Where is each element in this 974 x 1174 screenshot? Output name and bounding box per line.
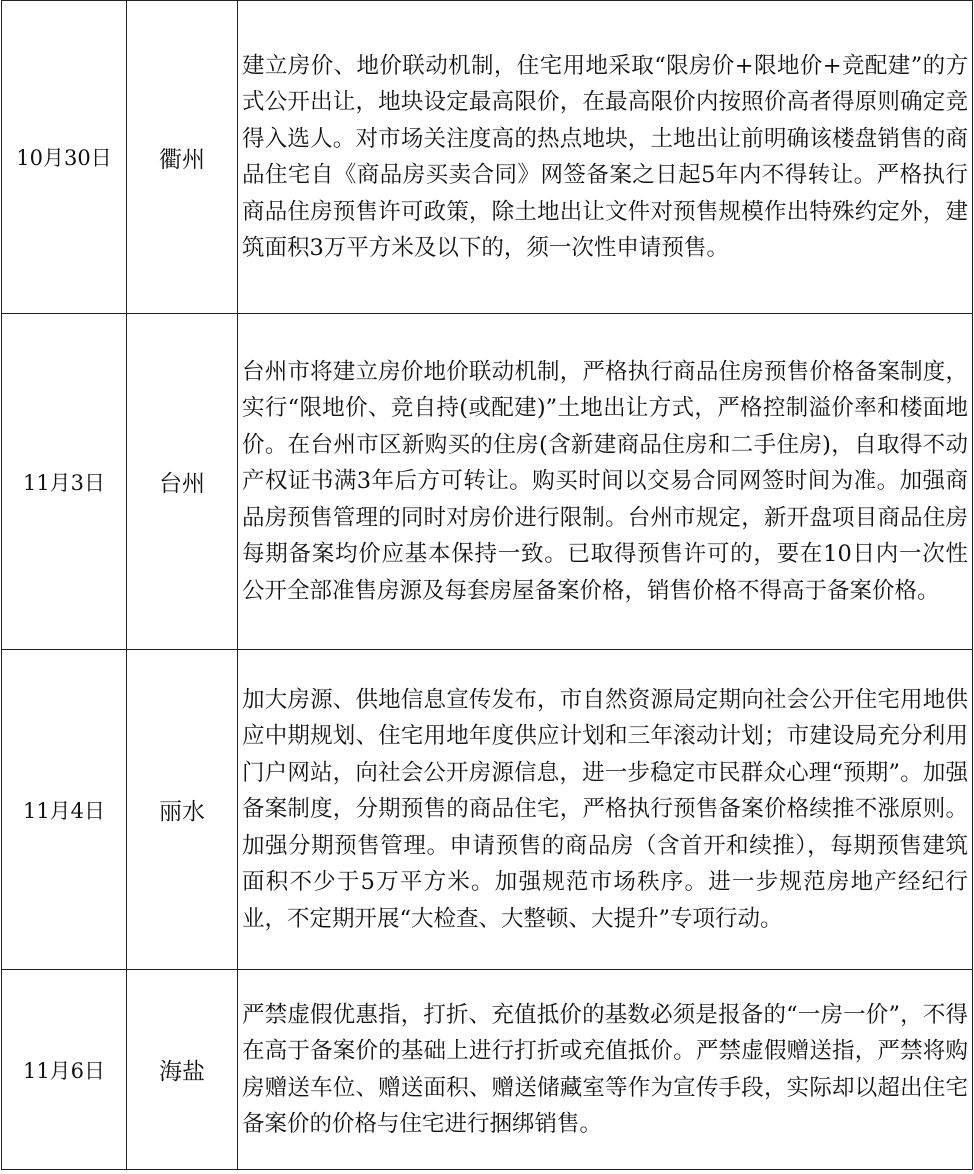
- table-row: [2, 650, 973, 970]
- policy-description: 台州市将建立房价地价联动机制，严格执行商品住房预售价格备案制度，实行“限地价、竞自持(或配建)”土地出让方式，严格控制溢价率和楼面地价。在台州市区新购买的住房(含新建商品住房和二手住房)，自取得不动产权证书满3年后方可转让。购买时间以交易合同网签时间为准。加强商品房预售管理的同时对房价进行限制。台州市规定，新开盘项目商品住房每期备案均价应基本保持一致。已取得预售许可的，要在10日内一次性公开全部准售房源及每套房屋备案价格，销售价格不得高于备案价格。: [238, 314, 973, 650]
- date-cell: 11月3日: [2, 314, 127, 650]
- policy-table: [1, 0, 973, 1170]
- city-cell: 丽水: [127, 650, 238, 970]
- table-row: [2, 970, 973, 1170]
- policy-description: 建立房价、地价联动机制，住宅用地采取“限房价+限地价+竞配建”的方式公开出让，地块设定最高限价，在最高限价内按照价高者得原则确定竞得入选人。对市场关注度高的热点地块，土地出让前明确该楼盘销售的商品住宅自《商品房买卖合同》网签备案之日起5年内不得转让。严格执行商品住房预售许可政策，除土地出让文件对预售规模作出特殊约定外，建筑面积3万平方米及以下的，须一次性申请预售。: [238, 1, 973, 314]
- city-cell: 海盐: [127, 970, 238, 1170]
- table-row: [2, 1, 973, 314]
- table-row: [2, 314, 973, 650]
- city-cell: 衢州: [127, 1, 238, 314]
- policy-description: 加大房源、供地信息宣传发布，市自然资源局定期向社会公开住宅用地供应中期规划、住宅用地年度供应计划和三年滚动计划；市建设局充分利用门户网站，向社会公开房源信息，进一步稳定市民群众心理“预期”。加强备案制度，分期预售的商品住宅，严格执行预售备案价格续推不涨原则。加强分期预售管理。申请预售的商品房（含首开和续推），每期预售建筑面积不少于5万平方米。加强规范市场秩序。进一步规范房地产经纪行业，不定期开展“大检查、大整顿、大提升”专项行动。: [238, 650, 973, 970]
- date-cell: 11月6日: [2, 970, 127, 1170]
- date-cell: 10月30日: [2, 1, 127, 314]
- city-cell: 台州: [127, 314, 238, 650]
- date-cell: 11月4日: [2, 650, 127, 970]
- policy-description: 严禁虚假优惠指，打折、充值抵价的基数必须是报备的“一房一价”，不得在高于备案价的基础上进行打折或充值抵价。严禁虚假赠送指，严禁将购房赠送车位、赠送面积、赠送储藏室等作为宣传手段，实际却以超出住宅备案价的价格与住宅进行捆绑销售。: [238, 970, 973, 1170]
